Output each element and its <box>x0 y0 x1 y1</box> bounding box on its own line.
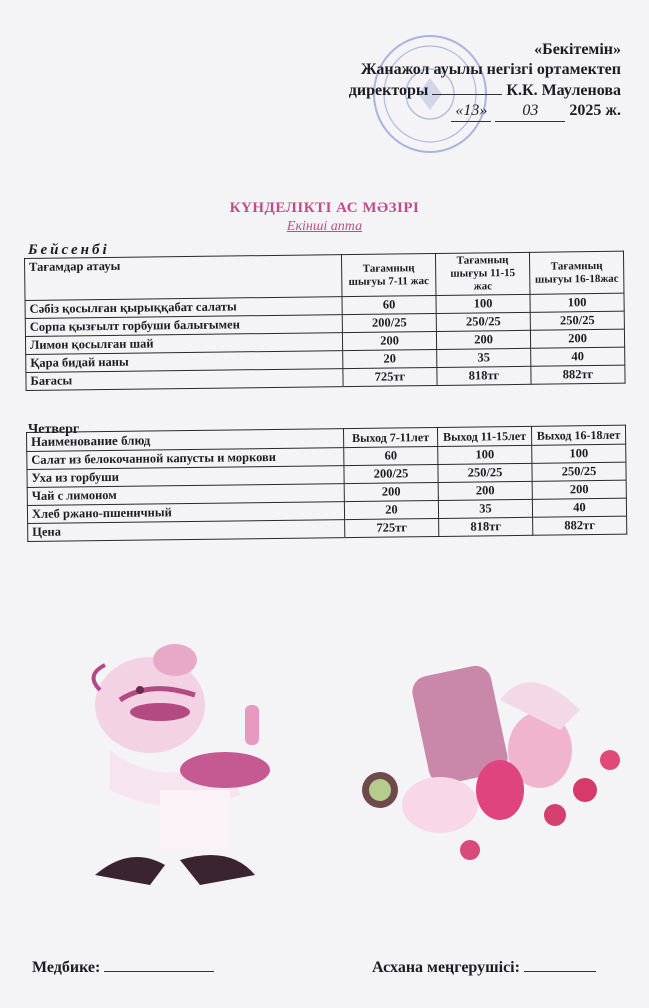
director-label: директоры <box>348 82 429 99</box>
portion-value: 250/25 <box>532 462 626 481</box>
dish-name: Сорпа қызғылт горбуши балығымен <box>25 315 342 337</box>
column-header-age-16-18: Выход 16-18лет <box>531 425 625 445</box>
portion-value: 100 <box>436 294 530 313</box>
portion-value: 200 <box>436 330 530 349</box>
approval-date-line <box>349 101 621 122</box>
dish-name: Лимон қосылған шай <box>25 333 342 355</box>
portion-value: 100 <box>532 444 626 463</box>
portion-value: 40 <box>531 347 625 366</box>
portion-value: 200 <box>438 481 532 500</box>
menu-subtitle: Екінші апта <box>286 219 363 234</box>
price-value: 882тг <box>531 365 625 384</box>
portion-value: 200/25 <box>342 313 436 332</box>
price-label: Цена <box>28 520 345 542</box>
director-signature-line <box>432 80 502 95</box>
menu-table-ru <box>26 425 627 542</box>
nurse-signature-line <box>104 955 214 972</box>
dish-name: Сәбіз қосылған қырыққабат салаты <box>25 297 342 319</box>
approval-title: «Бекітемін» <box>534 41 621 58</box>
column-header-age-16-18: Тағамның шығуы 16-18жас <box>529 251 624 294</box>
price-value: 882тг <box>533 516 627 535</box>
food-icon <box>362 663 620 860</box>
menu-table-kz <box>24 251 626 391</box>
portion-value: 35 <box>437 348 531 367</box>
column-header-dish: Наименование блюд <box>27 429 344 452</box>
dish-name: Чай с лимоном <box>27 484 344 506</box>
kitchen-head-label: Асхана меңгерушісі: <box>372 959 520 976</box>
portion-value: 100 <box>530 293 624 312</box>
dish-name: Қара бидай наны <box>26 351 343 373</box>
column-header-age-11-15: Тағамның шығуы 11-15 жас <box>435 252 530 295</box>
portion-value: 100 <box>438 445 532 464</box>
table-header-row <box>25 251 624 300</box>
director-name: К.К. Мауленова <box>506 82 621 99</box>
portion-value: 200 <box>532 480 626 499</box>
price-value: 818тг <box>439 517 533 536</box>
nurse-signature-block <box>32 955 214 977</box>
price-value: 818тг <box>437 366 531 385</box>
price-value: 725тг <box>343 367 437 386</box>
nurse-label: Медбике: <box>32 959 101 976</box>
menu-title: КҮНДЕЛІКТІ АС МӘЗІРІ <box>229 200 420 216</box>
day-label-ru: Четверг <box>28 422 80 437</box>
portion-value: 20 <box>343 349 437 368</box>
approval-block <box>349 40 621 122</box>
approval-org: Жанажол ауылы негізгі ортамектеп <box>360 61 621 78</box>
date-month: 03 <box>495 101 565 122</box>
date-day: «13» <box>451 101 491 122</box>
column-header-dish: Тағамдар атауы <box>25 255 342 301</box>
portion-value: 20 <box>344 500 438 519</box>
price-label: Бағасы <box>26 369 343 391</box>
portion-value: 40 <box>532 498 626 517</box>
dish-name: Салат из белокочанной капусты и моркови <box>27 448 344 470</box>
date-year: 2025 ж. <box>569 102 621 119</box>
dish-name: Уха из горбуши <box>27 466 344 488</box>
portion-value: 250/25 <box>530 311 624 330</box>
portion-value: 35 <box>438 499 532 518</box>
portion-value: 200 <box>342 331 436 350</box>
chef-icon <box>94 644 270 885</box>
dish-name: Хлеб ржано-пшеничный <box>27 502 344 524</box>
day-label-kz: Бейсенбі <box>28 242 110 258</box>
portion-value: 250/25 <box>436 312 530 331</box>
portion-value: 200 <box>530 329 624 348</box>
column-header-age-11-15: Выход 11-15лет <box>437 426 531 446</box>
approval-director-line <box>349 80 621 101</box>
column-header-age-7-11: Тағамның шығуы 7-11 жас <box>341 253 436 296</box>
portion-value: 60 <box>344 446 438 465</box>
chef-and-food-illustration <box>0 620 649 920</box>
portion-value: 60 <box>342 295 436 314</box>
portion-value: 250/25 <box>438 463 532 482</box>
kitchen-head-signature-block <box>372 955 596 977</box>
portion-value: 200/25 <box>344 464 438 483</box>
price-value: 725тг <box>345 518 439 537</box>
portion-value: 200 <box>344 482 438 501</box>
column-header-age-7-11: Выход 7-11лет <box>343 427 437 447</box>
kitchen-head-signature-line <box>524 955 596 972</box>
